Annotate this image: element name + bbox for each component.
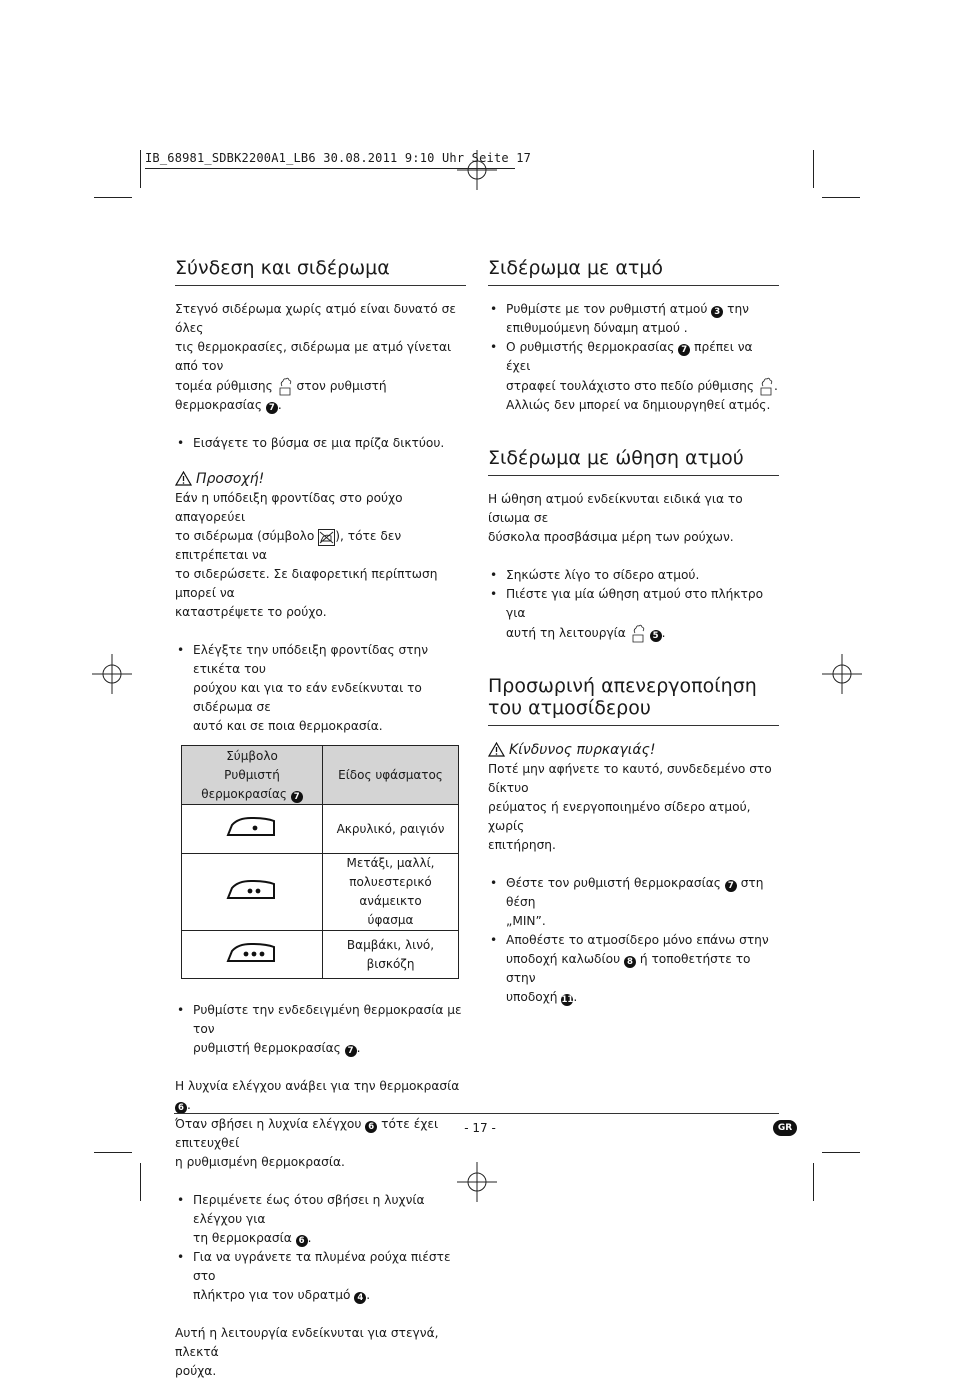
- warning-title: Προσοχή!: [175, 469, 466, 489]
- bullet-press-burst: • Πιέστε για μία ώθηση ατμού στο πλήκτρο για αυτή τη λειτουργία 5 .: [488, 585, 779, 643]
- table-header-symbol: Σύμβολο Ρυθμιστή θερμοκρασίας 7: [182, 746, 323, 805]
- bullet-set-temperature: • Ρυθμίστε την ενδεδειγμένη θερμοκρασία με τον ρυθμιστή θερμοκρασίας 7 .: [175, 1001, 466, 1058]
- bullet-place-iron: • Αποθέστε το ατμοσίδερο μόνο επάνω στην υποδοχή καλωδίου 8 ή τοποθετήστε το στην υποδοχή 11.: [488, 931, 779, 1007]
- fire-warning-paragraph: Ποτέ μην αφήνετε το καυτό, συνδεδεμένο στο δίκτυο ρεύματος ή ενεργοποιημένο σίδερο ατμού, χωρίς επιτήρηση.: [488, 762, 772, 852]
- table-row: [182, 805, 459, 854]
- registration-mark-left: [92, 654, 132, 694]
- bullet-temperature-steam-range: • Ο ρυθμιστής θερμοκρασίας 7 πρέπει να έχει στραφεί τουλάχιστο στο πεδίο ρύθμισης . Αλλιώς δεν μπορεί να δημιουργηθεί ατμός.: [488, 338, 779, 415]
- function-paragraph: Αυτή η λειτουργία ενδείκνυται για στεγνά, πλεκτά ρούχα.: [175, 1326, 439, 1378]
- steam-range-icon: [758, 376, 774, 396]
- indicator-paragraph: Η λυχνία ελέγχου ανάβει για την θερμοκρασία 6 . Όταν σβήσει η λυχνία ελέγχου 6 τότε έχει επιτευχθεί η ρυθμισμένη θερμοκρασία.: [175, 1079, 460, 1169]
- warning-triangle-icon: [488, 742, 505, 757]
- registration-mark-right: [822, 654, 862, 694]
- left-column: [175, 257, 466, 1381]
- iron-three-dots-icon: [182, 931, 323, 979]
- temperature-table: [181, 745, 459, 979]
- bullet-spray: • Για να υγράνετε τα πλυμένα ρούχα πιέστε στο πλήκτρο για τον υδρατμό 4 .: [175, 1248, 466, 1305]
- intro-paragraph: Στεγνό σιδέρωμα χωρίς ατμό είναι δυνατό σε όλες τις θερμοκρασίες, σιδέρωμα με ατμό γίνεται από τον τομέα ρύθμισης στον ρυθμιστή θερμοκρασίας 7 .: [175, 302, 456, 413]
- iron-one-dot-icon: [182, 805, 323, 854]
- no-ironing-symbol-icon: [318, 529, 335, 546]
- page-number: - 17 -: [464, 1121, 496, 1135]
- fire-warning-title: Κίνδυνος πυρκαγιάς!: [488, 740, 779, 760]
- bullet-check-care-label: • Ελέγξτε την υπόδειξη φροντίδας στην ετικέτα του ρούχου και για το εάν ενδείκνυται το σιδέρωμα σε αυτό και σε ποια θερμοκρασία.: [175, 641, 466, 736]
- heading-steam-ironing: Σιδέρωμα με ατμό: [488, 257, 779, 286]
- print-slug: IB_68981_SDBK2200A1_LB6 30.08.2011 9:10 Uhr Seite 17: [145, 151, 532, 165]
- registration-mark-top: [457, 150, 497, 190]
- heading-temporary-shutdown: Προσωρινή απενεργοποίηση του ατμοσίδερου: [488, 675, 779, 726]
- fabric-cell: Ακρυλικό, ραιγιόν: [323, 805, 459, 854]
- bullet-lift-iron: • Σηκώστε λίγο το σίδερο ατμού.: [488, 566, 779, 585]
- table-row: [182, 854, 459, 931]
- table-header-fabric: Είδος υφάσματος: [323, 746, 459, 805]
- part-number-7: 7: [266, 402, 278, 414]
- warning-triangle-icon: [175, 471, 192, 486]
- table-row: [182, 931, 459, 979]
- bullet-wait-indicator: • Περιμένετε έως ότου σβήσει η λυχνία ελέγχου για τη θερμοκρασία 6 .: [175, 1191, 466, 1248]
- bullet-plug-in: • Εισάγετε το βύσμα σε μια πρίζα δικτύου.: [175, 434, 466, 453]
- warning-paragraph: Εάν η υπόδειξη φροντίδας στο ρούχο απαγορεύει το σιδέρωμα (σύμβολο ), τότε δεν επιτρέπεται να το σιδερώσετε. Σε διαφορετική περίπτωση μπορεί να καταστρέψετε το ρούχο.: [175, 491, 438, 619]
- steam-burst-icon: [630, 623, 646, 643]
- right-column: [488, 257, 779, 1007]
- language-badge: GR: [773, 1120, 797, 1136]
- heading-connect-ironing: Σύνδεση και σιδέρωμα: [175, 257, 466, 286]
- iron-two-dots-icon: [182, 854, 323, 931]
- heading-steam-burst: Σιδέρωμα με ώθηση ατμού: [488, 447, 779, 476]
- bullet-set-steam: • Ρυθμίστε με τον ρυθμιστή ατμού 3 την επιθυμούμενη δύναμη ατμού .: [488, 300, 779, 338]
- fabric-cell: Βαμβάκι, λινό, βισκόζη: [323, 931, 459, 979]
- bullet-set-min: • Θέστε τον ρυθμιστή θερμοκρασίας 7 στη θέση „MIN”.: [488, 874, 779, 931]
- steam-burst-paragraph: Η ώθηση ατμού ενδείκνυται ειδικά για το ίσιωμα σε δύσκολα προσβάσιμα μέρη των ρούχων.: [488, 492, 743, 544]
- steam-range-icon: [277, 376, 293, 396]
- footer-rule: [174, 1113, 779, 1114]
- fabric-cell: Μετάξι, μαλλί, πολυεστερικό ανάμεικτο ύφασμα: [323, 854, 459, 931]
